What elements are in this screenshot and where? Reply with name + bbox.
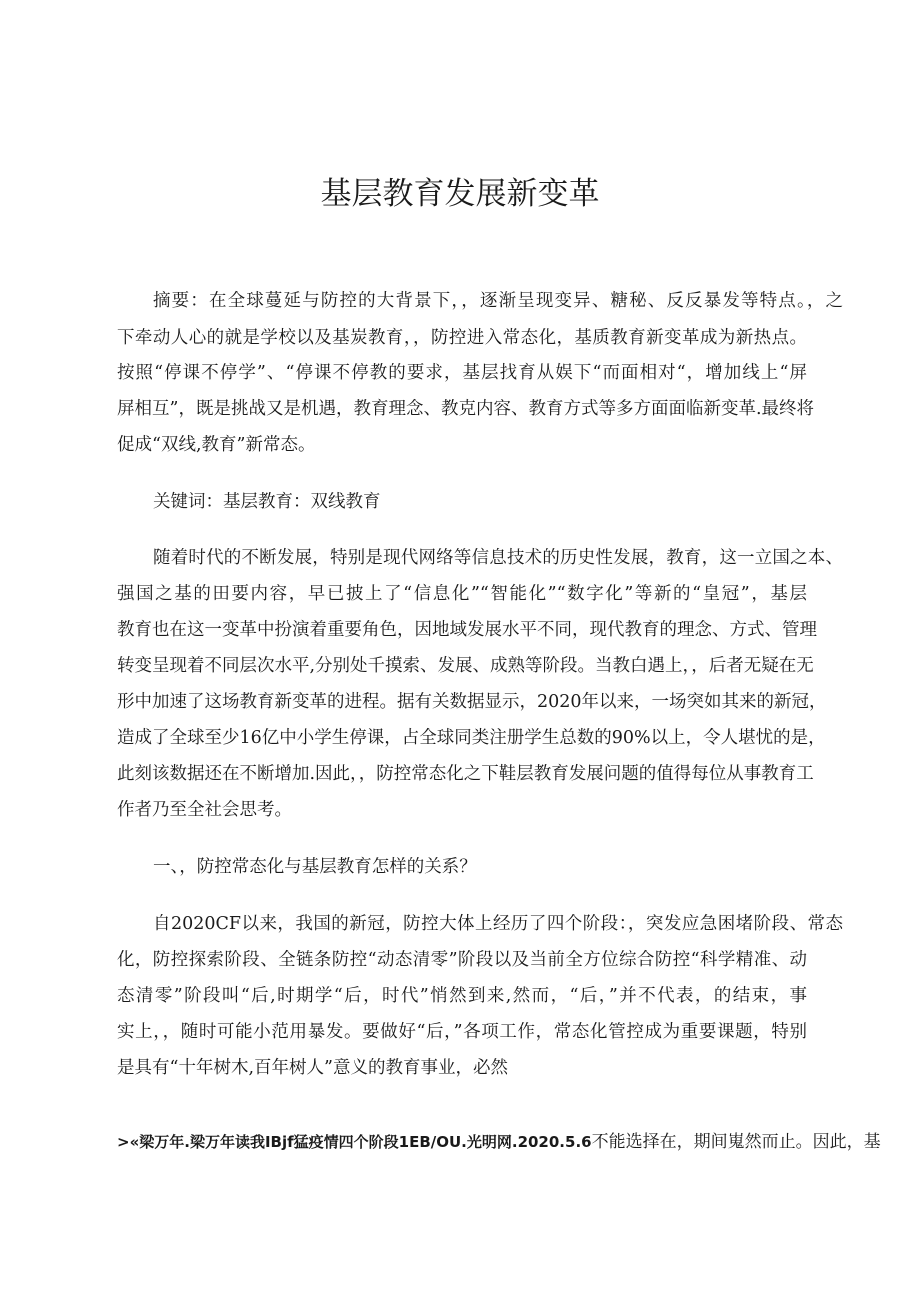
abstract-line: 按照“停课不停学”、“停课不停教的要求，基层找育从娱下“而面相对“，增加线上“屏 [117, 363, 807, 383]
intro-line: 教育也在这一变革中扮演着重要角色，因地域发展水平不同，现代教育的理念、方式、管理 [117, 620, 817, 640]
document-title: 基层教育发展新变革 [320, 176, 600, 212]
section1-line: 化，防控探索阶段、全链条防控“动态清零”阶段以及当前全方位综合防控“科学精准、动 [117, 950, 807, 970]
section-heading: 一、，防控常态化与基层教育怎样的关系？ [153, 857, 477, 877]
keywords-line: 关键词：基层教育：双线教育 [153, 492, 381, 512]
footnote-reference: >«梁万年.梁万年读我IBjf猛疫情四个阶段1EB/OU.光明网.2020.5.6 [117, 1133, 592, 1151]
section1-line: 实上，，随时可能小范用暴发。要做好“后，”各项工作，常态化管控成为重要课题，特别 [117, 1022, 807, 1042]
abstract-line: 屏相互”，既是挑战又是机遇，教育理念、教克内容、教育方式等多方面面临新变革.最终将 [117, 399, 815, 419]
footnote-continuation: 不能选择在，期间嵬然而止。因此，基 [591, 1132, 881, 1152]
abstract-line: 下牵动人心的就是学校以及基炭教育，，防控进入常态化，基质教育新变革成为新热点。 [117, 328, 807, 348]
intro-line: 形中加速了这场教育新变革的进程。据有关数据显示，2020年以来，一场突如其来的新冠， [117, 692, 827, 712]
section1-line: 是具有“十年树木,百年树人”意义的教育事业，必然 [117, 1058, 508, 1078]
intro-line: 随着时代的不断发展，特别是现代网络等信息技术的历史性发展，教育，这一立国之本、 [153, 548, 843, 568]
intro-line: 此刻该数据还在不断增加.因此，，防控常态化之下鞋层教育发展问题的值得每位从事教育工 [117, 764, 814, 784]
abstract-line: 摘要：在全球蔓延与防控的大背景下，，逐渐呈现变异、糖秘、反反暴发等特点。，之 [153, 291, 843, 311]
intro-line: 造成了全球至少16亿中小学生停课，占全球同类注册学生总数的90%以上，令人堪忧的是， [117, 728, 826, 748]
intro-line: 强国之基的田要内容，早已披上了“信息化”“智能化”“数字化”等新的“皇冠”，基层 [117, 584, 807, 604]
section1-line: 自2020CF以来，我国的新冠，防控大体上经历了四个阶段：，突发应急困堵阶段、常态 [153, 914, 843, 934]
footnote-line [117, 1130, 881, 1154]
section1-line: 态清零”阶段叫“后,时期学“后，时代”悄然到来,然而，“后，”并不代表，的结束，事 [117, 986, 807, 1006]
intro-line: 作者乃至全社会思考。 [117, 800, 292, 820]
abstract-line: 促成“双线,教育”新常态。 [117, 435, 316, 455]
intro-line: 转变呈现着不同层次水平,分别处千摸索、发展、成熟等阶段。当教白遇上，，后者无疑在无 [117, 656, 814, 676]
